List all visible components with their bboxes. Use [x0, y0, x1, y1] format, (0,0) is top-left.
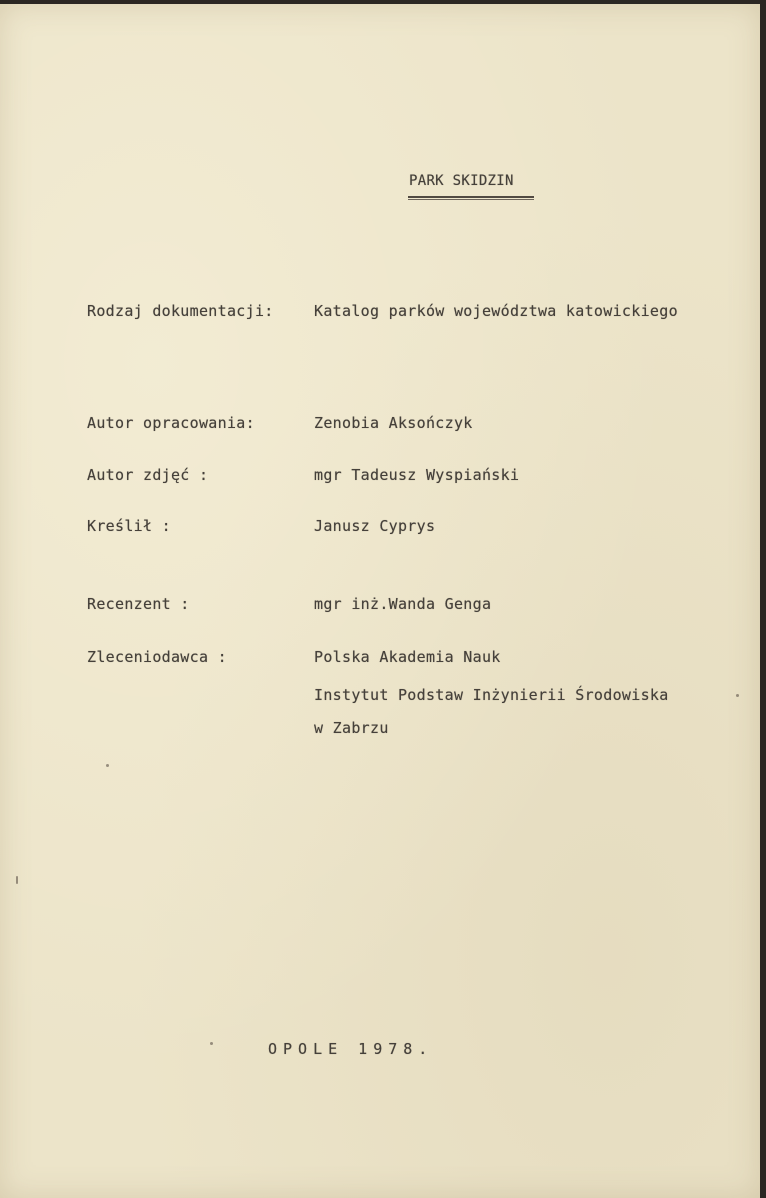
field-label-author: Autor opracowania:: [87, 414, 255, 432]
document-title: PARK SKIDZIN: [409, 173, 514, 189]
field-label-commissioner: Zleceniodawca :: [87, 648, 227, 666]
field-value-author: Zenobia Aksończyk: [314, 414, 473, 432]
paper-speck: [16, 876, 18, 884]
field-value-documentation-type: Katalog parków województwa katowickiego: [314, 302, 678, 320]
field-value-commissioner-line2: Instytut Podstaw Inżynierii Środowiska: [314, 686, 669, 704]
paper-speck: [210, 1042, 213, 1045]
field-label-documentation-type: Rodzaj dokumentacji:: [87, 302, 274, 320]
paper-speck: [736, 694, 739, 697]
place-and-year: OPOLE 1978.: [268, 1040, 434, 1058]
field-label-drafter: Kreślił :: [87, 517, 171, 535]
field-value-photo-author: mgr Tadeusz Wyspiański: [314, 466, 520, 484]
document-page: [0, 4, 760, 1198]
title-underline: [408, 196, 534, 200]
field-value-commissioner-line3: w Zabrzu: [314, 719, 389, 737]
field-value-drafter: Janusz Cyprys: [314, 517, 436, 535]
field-value-reviewer: mgr inż.Wanda Genga: [314, 595, 492, 613]
field-value-commissioner: Polska Akademia Nauk: [314, 648, 501, 666]
field-label-photo-author: Autor zdjęć :: [87, 466, 209, 484]
paper-speck: [106, 764, 109, 767]
field-label-reviewer: Recenzent :: [87, 595, 190, 613]
